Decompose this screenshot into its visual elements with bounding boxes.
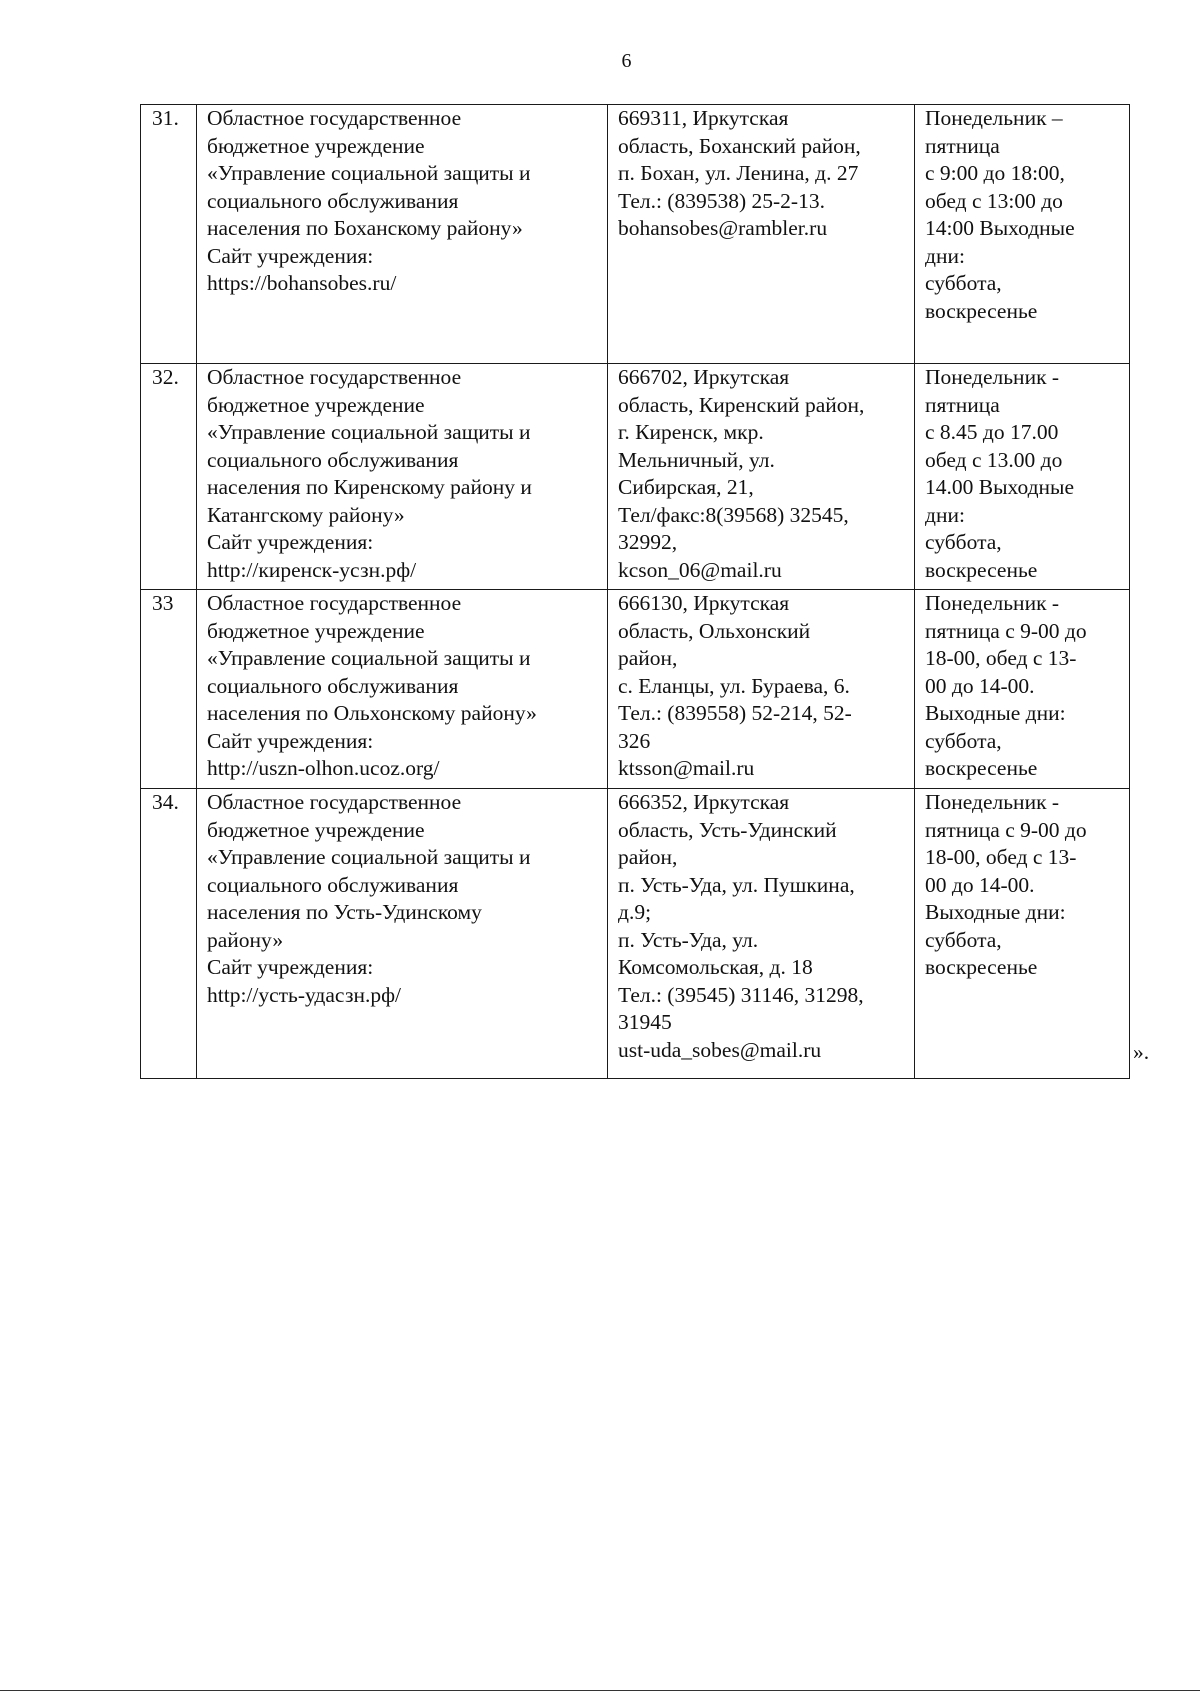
institutions-table — [140, 104, 1130, 1079]
text-line: г. Киренск, мкр. — [618, 420, 764, 444]
text-line: «Управление социальной защиты и — [207, 161, 531, 185]
text-line: пятница с 9-00 до — [925, 618, 1087, 643]
text-line: район, — [618, 845, 678, 869]
text-line: суббота, — [925, 271, 1002, 295]
text-line: 32992, — [618, 530, 678, 554]
text-line: 31945 — [618, 1010, 672, 1034]
table-row — [141, 364, 1130, 590]
text-line: Выходные дни: — [925, 900, 1066, 924]
text-line: Сайт учреждения: — [207, 955, 374, 979]
email-link[interactable]: kcson_06@mail.ru — [618, 557, 782, 582]
text-line: бюджетное учреждение — [207, 618, 425, 643]
text-line: воскресенье — [925, 298, 1038, 323]
text-line: Тел.: (839538) 25-2-13. — [618, 188, 825, 213]
text-line: населения по Усть-Удинскому — [207, 900, 482, 924]
text-line: Сибирская, 21, — [618, 475, 754, 499]
text-line: с. Еланцы, ул. Бураева, 6. — [618, 673, 850, 698]
text-line: «Управление социальной защиты и — [207, 420, 531, 444]
text-line: Областное государственное — [207, 591, 462, 615]
hours-cell — [915, 590, 1130, 789]
hours-cell — [915, 105, 1130, 364]
text-line: Областное государственное — [207, 365, 462, 389]
closing-quote: ». — [1133, 1040, 1150, 1064]
text-line: с 9:00 до 18:00, — [925, 161, 1065, 185]
address-cell — [608, 789, 915, 1079]
text-line: 666130, Иркутская — [618, 591, 790, 615]
text-line: суббота, — [925, 927, 1002, 952]
text-line: бюджетное учреждение — [207, 392, 425, 417]
institution-name-cell — [197, 789, 608, 1079]
text-line: пятница — [925, 133, 1000, 158]
text-line: «Управление социальной защиты и — [207, 845, 531, 869]
text-line: дни: — [925, 502, 965, 527]
email-link[interactable]: ktsson@mail.ru — [618, 756, 755, 780]
website-link[interactable]: https://bohansobes.ru/ — [207, 271, 397, 295]
page-number: 6 — [621, 50, 632, 72]
text-line: Понедельник - — [925, 365, 1060, 389]
text-line: Тел.: (39545) 31146, 31298, — [618, 982, 864, 1007]
text-line: район, — [618, 646, 678, 670]
text-line: Мельничный, ул. — [618, 447, 775, 472]
page-bottom-rule — [0, 1690, 1200, 1691]
text-line: суббота, — [925, 728, 1002, 753]
text-line: область, Боханский район, — [618, 133, 861, 158]
text-line: 14.00 Выходные — [925, 475, 1075, 499]
row-number: 33 — [141, 590, 197, 789]
text-line: Тел.: (839558) 52-214, 52- — [618, 701, 852, 725]
website-link[interactable]: http://uszn-olhon.ucoz.org/ — [207, 756, 440, 780]
institution-name-cell — [197, 590, 608, 789]
text-line: с 8.45 до 17.00 — [925, 420, 1059, 444]
text-line: Понедельник - — [925, 790, 1060, 814]
text-line: д.9; — [618, 900, 652, 924]
text-line: дни: — [925, 243, 965, 268]
text-line: 326 — [618, 728, 651, 753]
text-line: Тел/факс:8(39568) 32545, — [618, 502, 849, 527]
hours-cell — [915, 789, 1130, 1079]
text-line: обед с 13.00 до — [925, 447, 1063, 472]
institution-name-cell — [197, 364, 608, 590]
row-number: 32. — [141, 364, 197, 590]
text-line: 00 до 14-00. — [925, 872, 1035, 897]
text-line: бюджетное учреждение — [207, 817, 425, 842]
text-line: Сайт учреждения: — [207, 530, 374, 554]
text-line: воскресенье — [925, 557, 1038, 582]
text-line: «Управление социальной защиты и — [207, 646, 531, 670]
table-row — [141, 789, 1130, 1079]
website-link[interactable]: http://киренск-усзн.рф/ — [207, 557, 417, 582]
text-line: Сайт учреждения: — [207, 728, 374, 753]
text-line: 18-00, обед с 13- — [925, 845, 1077, 869]
text-line: 669311, Иркутская — [618, 106, 789, 130]
text-line: суббота, — [925, 530, 1002, 554]
hours-cell — [915, 364, 1130, 590]
text-line: 666352, Иркутская — [618, 790, 790, 814]
text-line: область, Киренский район, — [618, 392, 865, 417]
address-cell — [608, 105, 915, 364]
address-cell — [608, 590, 915, 789]
text-line: 00 до 14-00. — [925, 673, 1035, 698]
text-line: пятница — [925, 392, 1000, 417]
text-line: Катангскому району» — [207, 502, 405, 527]
text-line: п. Усть-Уда, ул. Пушкина, — [618, 872, 855, 897]
text-line: пятница с 9-00 до — [925, 817, 1087, 842]
email-link[interactable]: ust-uda_sobes@mail.ru — [618, 1037, 822, 1062]
text-line: п. Усть-Уда, ул. — [618, 927, 759, 952]
text-line: обед с 13:00 до — [925, 188, 1063, 213]
text-line: 18-00, обед с 13- — [925, 646, 1077, 670]
text-line: социального обслуживания — [207, 188, 459, 213]
text-line: Выходные дни: — [925, 701, 1066, 725]
text-line: воскресенье — [925, 955, 1038, 979]
text-line: область, Усть-Удинский — [618, 817, 837, 842]
text-line: населения по Ольхонскому району» — [207, 701, 537, 725]
text-line: Областное государственное — [207, 790, 462, 814]
text-line: Понедельник - — [925, 591, 1060, 615]
text-line: социального обслуживания — [207, 673, 459, 698]
row-number: 31. — [141, 105, 197, 364]
website-link[interactable]: http://усть-удасзн.рф/ — [207, 982, 402, 1007]
text-line: населения по Боханскому району» — [207, 216, 523, 240]
text-line: область, Ольхонский — [618, 618, 811, 643]
table-row — [141, 590, 1130, 789]
row-number: 34. — [141, 789, 197, 1079]
address-cell — [608, 364, 915, 590]
institution-name-cell — [197, 105, 608, 364]
text-line: району» — [207, 927, 284, 952]
table-row — [141, 105, 1130, 364]
text-line: 666702, Иркутская — [618, 365, 790, 389]
text-line: социального обслуживания — [207, 447, 459, 472]
text-line: социального обслуживания — [207, 872, 459, 897]
text-line: воскресенье — [925, 756, 1038, 780]
text-line: Областное государственное — [207, 106, 462, 130]
text-line: Комсомольская, д. 18 — [618, 955, 813, 979]
text-line: бюджетное учреждение — [207, 133, 425, 158]
text-line: п. Бохан, ул. Ленина, д. 27 — [618, 161, 859, 185]
text-line: Понедельник – — [925, 106, 1063, 130]
text-line: Сайт учреждения: — [207, 243, 374, 268]
text-line: 14:00 Выходные — [925, 216, 1075, 240]
email-link[interactable]: bohansobes@rambler.ru — [618, 216, 828, 240]
text-line: населения по Киренскому району и — [207, 475, 532, 499]
